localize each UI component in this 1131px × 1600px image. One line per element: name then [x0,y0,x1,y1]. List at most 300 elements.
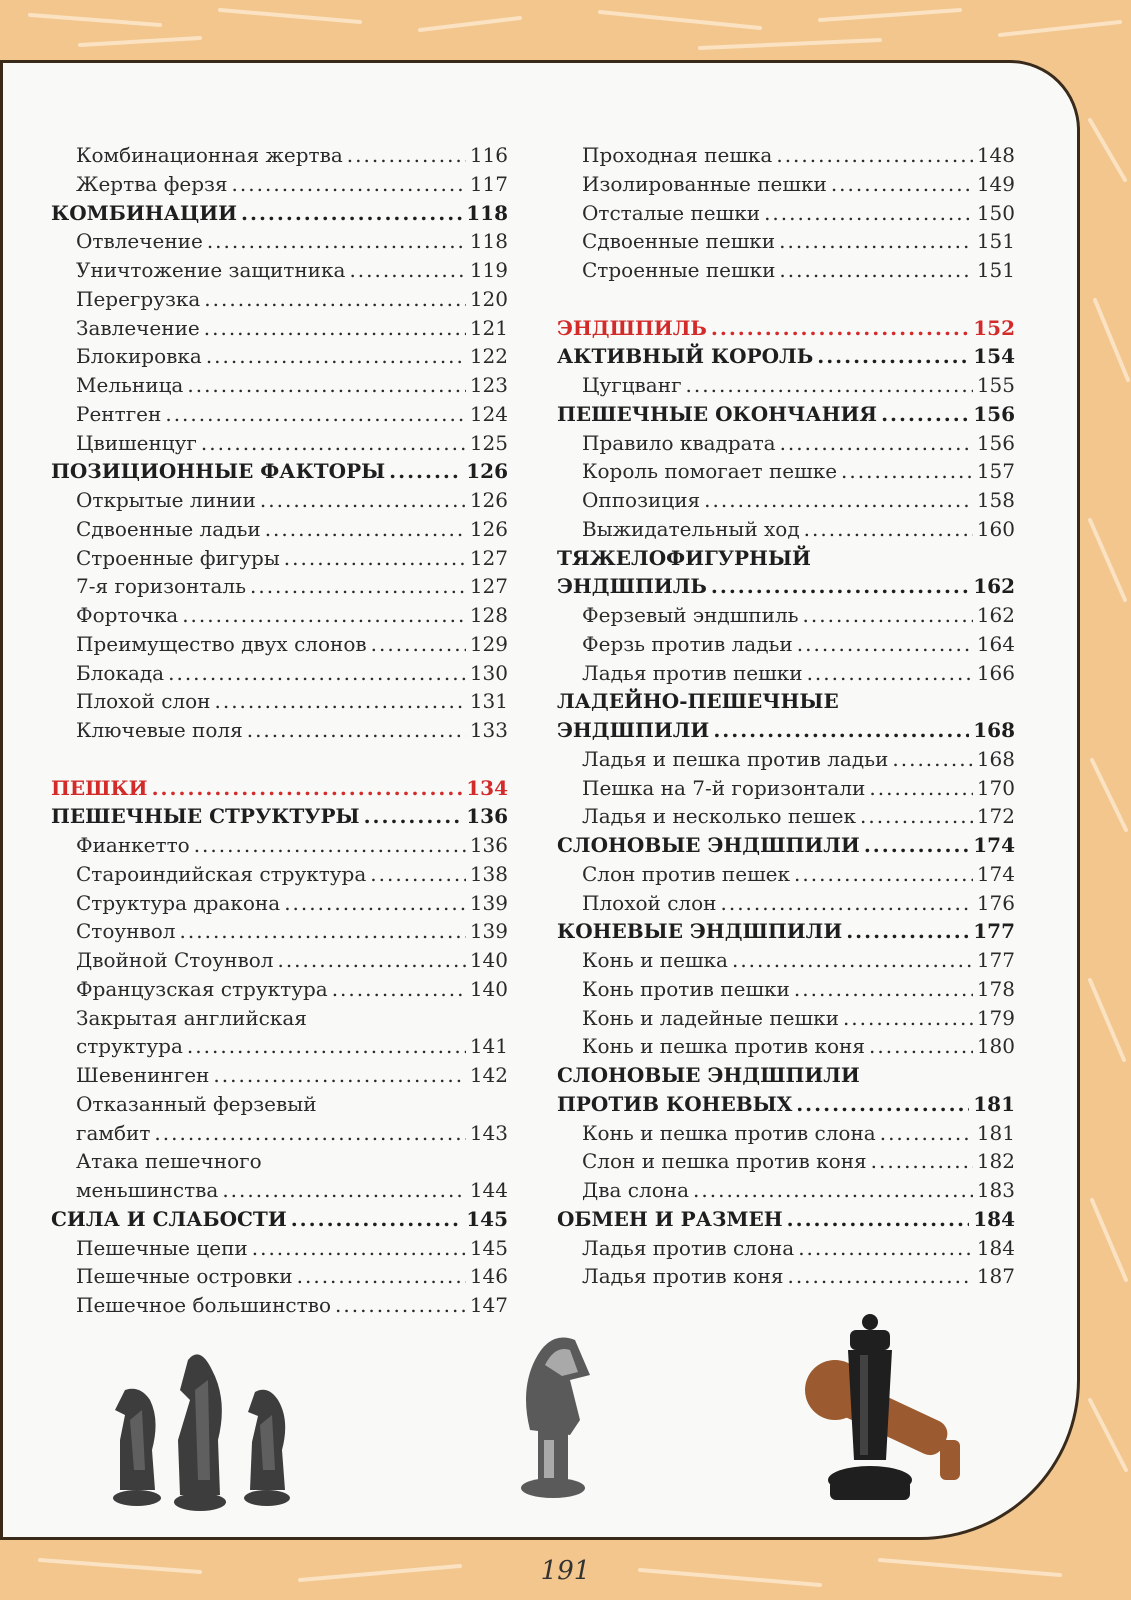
toc-entry [557,716,1015,745]
toc-entry-page: 151 [976,258,1015,282]
toc-entry-title: Ладья против пешки [582,660,803,685]
toc-entry-page: 123 [469,373,508,397]
toc-leader-dots [869,1032,973,1061]
toc-entry-title: Отсталые пешки [582,200,761,225]
toc-entry [557,170,1015,199]
toc-leader-dots [780,429,973,458]
toc-entry-page: 130 [469,660,508,685]
toc-entry-page: 162 [976,603,1015,627]
toc-entry-title: Комбинационная жертва [76,143,343,167]
silver-knight-illustration [500,1320,610,1510]
toc-entry-title: ПЕШЕЧНЫЕ СТРУКТУРЫ [51,804,360,829]
toc-entry-title: ЭНДШПИЛЬ [557,315,707,340]
toc-entry [51,774,508,803]
toc-leader-dots [232,170,466,199]
toc-entry-title: Ладья против слона [582,1235,795,1260]
toc-entry [51,1032,508,1061]
toc-leader-dots [843,1004,973,1033]
toc-entry [51,314,508,343]
toc-leader-dots [711,572,969,601]
toc-leader-dots [880,1119,973,1148]
toc-entry-page: 168 [973,718,1015,742]
toc-entry-title: Цугцванг [582,373,682,397]
toc-leader-dots [797,630,973,659]
toc-entry [557,917,1015,946]
toc-leader-dots [214,687,465,716]
toc-leader-dots [291,1205,463,1234]
toc-entry-page: 162 [973,574,1015,599]
toc-entry-title: АКТИВНЫЙ КОРОЛЬ [557,344,814,369]
toc-entry-title: Конь и пешка [582,948,728,972]
toc-leader-dots [807,659,973,688]
toc-entry-title: Отказанный ферзевый [76,1091,317,1116]
toc-entry-title: Преимущество двух слонов [76,631,367,656]
toc-entry-title: 7-я горизонталь [76,574,246,599]
toc-leader-dots [297,1262,466,1291]
toc-leader-dots [247,716,466,745]
toc-entry [557,630,1015,659]
toc-leader-dots [787,1262,972,1291]
toc-entry-title: Структура дракона [76,890,281,915]
toc-entry [51,1004,508,1033]
toc-entry [51,1205,508,1234]
toc-entry [51,1147,508,1176]
toc-spacer [557,285,1015,314]
toc-entry [557,659,1015,688]
toc-entry-page: 122 [469,344,508,369]
toc-leader-dots [241,199,462,228]
toc-entry-page: 174 [976,861,1015,886]
toc-entry-title: Стоунвол [76,919,176,944]
toc-entry-page: 150 [976,200,1015,225]
toc-leader-dots [804,515,973,544]
toc-entry [557,199,1015,228]
toc-entry [557,429,1015,458]
toc-entry [51,1176,508,1205]
toc-entry-title: СИЛА И СЛАБОСТИ [51,1206,287,1231]
toc-entry [557,1234,1015,1263]
toc-leader-dots [260,486,466,515]
toc-entry [51,1119,508,1148]
toc-entry-page: 160 [976,516,1015,541]
toc-entry [51,544,508,573]
toc-entry [557,1119,1015,1148]
toc-entry-page: 146 [469,1264,508,1289]
toc-left-column [51,141,508,1320]
toc-entry-page: 151 [976,229,1015,254]
toc-entry [557,486,1015,515]
toc-entry-title: Блокада [76,660,165,685]
toc-entry [51,831,508,860]
toc-entry-page: 166 [976,660,1015,685]
toc-entry-title: Перегрузка [76,286,201,311]
toc-entry-page: 148 [976,143,1015,167]
toc-leader-dots [389,457,462,486]
toc-entry-page: 145 [469,1235,508,1260]
toc-entry-page: 138 [469,861,508,886]
toc-entry-page: 139 [469,919,508,944]
toc-leader-dots [787,1205,970,1234]
toc-entry [557,1004,1015,1033]
toc-leader-dots [713,716,969,745]
toc-entry [557,601,1015,630]
toc-entry-page: 126 [469,516,508,541]
toc-entry-title: ЭНДШПИЛЬ [557,574,707,599]
toc-entry [557,342,1015,371]
toc-leader-dots [798,1234,973,1263]
toc-entry-title: Форточка [76,603,179,627]
toc-entry-page: 127 [469,545,508,570]
toc-entry-page: 184 [976,1235,1015,1260]
toc-entry [557,227,1015,256]
toc-entry-page: 147 [469,1293,508,1317]
toc-entry-page: 181 [973,1091,1015,1116]
page-number: 191 [540,1556,591,1586]
toc-entry-title: Конь против пешки [582,976,790,1001]
toc-entry-page: 145 [466,1206,508,1231]
toc-entry-title: Ферзь против ладьи [582,631,793,656]
toc-entry-page: 176 [976,890,1015,915]
toc-entry-page: 172 [976,804,1015,829]
toc-entry [51,975,508,1004]
toc-entry [557,831,1015,860]
toc-entry-title: СЛОНОВЫЕ ЭНДШПИЛИ [557,1063,860,1087]
toc-entry-title: ТЯЖЕЛОФИГУРНЫЙ [557,545,811,570]
toc-entry [557,1090,1015,1119]
toc-entry-title: ПЕШКИ [51,775,148,800]
toc-entry-title: ПОЗИЦИОННЫЕ ФАКТОРЫ [51,459,386,484]
toc-leader-dots [871,1147,973,1176]
toc-entry [51,227,508,256]
toc-entry-title: ОБМЕН И РАЗМЕН [557,1206,783,1231]
toc-leader-dots [204,314,466,343]
toc-entry [557,314,1015,343]
toc-entry [557,1032,1015,1061]
toc-entry-title: Плохой слон [76,689,211,714]
toc-entry [51,601,508,630]
toc-entry-page: 174 [973,833,1015,857]
toc-entry-title: Блокировка [76,344,202,369]
toc-entry-page: 184 [973,1206,1015,1231]
toc-entry-title: Шевенинген [76,1063,210,1087]
toc-leader-dots [347,141,466,170]
toc-entry [557,1205,1015,1234]
toc-leader-dots [265,515,466,544]
toc-leader-dots [860,802,973,831]
toc-entry-title: Атака пешечного [76,1149,262,1174]
toc-entry [51,659,508,688]
toc-entry-page: 118 [469,229,508,254]
toc-entry-title: ПЕШЕЧНЫЕ ОКОНЧАНИЯ [557,401,878,426]
toc-entry-page: 136 [466,804,508,829]
toc-entry-page: 124 [469,401,508,426]
toc-entry-page: 142 [469,1063,508,1087]
toc-entry-page: 127 [469,574,508,599]
toc-entry-page: 168 [976,746,1015,771]
toc-entry [557,457,1015,486]
toc-leader-dots [686,371,973,400]
toc-leader-dots [222,1176,465,1205]
toc-leader-dots [204,285,466,314]
toc-entry-title: Завлечение [76,315,200,340]
toc-entry-title: Пешечное большинство [76,1293,331,1317]
toc-entry [557,802,1015,831]
toc-entry-page: 179 [976,1005,1015,1030]
toc-entry [51,1090,508,1119]
toc-entry-page: 187 [976,1264,1015,1289]
toc-entry [51,1262,508,1291]
toc-entry [557,1061,1015,1090]
toc-entry [51,1291,508,1320]
toc-leader-dots [794,975,973,1004]
toc-leader-dots [704,486,973,515]
toc-entry-page: 183 [976,1178,1015,1202]
toc-entry-page: 126 [466,459,508,484]
toc-entry [51,1234,508,1263]
toc-entry-page: 156 [976,430,1015,455]
toc-leader-dots [187,371,465,400]
toc-entry [51,860,508,889]
toc-leader-dots [776,141,972,170]
toc-leader-dots [187,1032,466,1061]
toc-entry-page: 120 [469,286,508,311]
toc-entry-page: 177 [976,948,1015,972]
toc-entry-title: Ладья и несколько пешек [582,804,856,829]
toc-leader-dots [277,946,465,975]
toc-entry-page: 133 [469,718,508,742]
toc-entry [557,1176,1015,1205]
toc-entry-title: Отвлечение [76,229,203,254]
toc-leader-dots [693,1176,973,1205]
toc-leader-dots [846,917,969,946]
toc-entry-title: структура [76,1034,183,1059]
toc-entry [51,342,508,371]
toc-entry-page: 144 [469,1178,508,1202]
toc-leader-dots [165,400,465,429]
toc-entry-page: 149 [976,171,1015,196]
toc-leader-dots [732,946,973,975]
toc-entry-page: 131 [469,689,508,714]
toc-entry [557,745,1015,774]
toc-leader-dots [371,630,466,659]
toc-entry-title: Ладья и пешка против ладьи [582,746,889,771]
toc-leader-dots [168,659,466,688]
toc-leader-dots [803,601,973,630]
toc-entry-page: 140 [469,976,508,1001]
toc-entry-page: 152 [973,315,1015,340]
toc-leader-dots [154,1119,465,1148]
toc-entry [51,630,508,659]
king-and-fallen-piece-illustration [790,1310,990,1520]
toc-leader-dots [869,774,972,803]
toc-entry [51,486,508,515]
toc-entry-page: 170 [976,775,1015,800]
toc-entry [51,515,508,544]
toc-leader-dots [152,774,463,803]
toc-leader-dots [250,572,466,601]
toc-leader-dots [349,256,465,285]
toc-leader-dots [206,342,466,371]
toc-leader-dots [180,917,466,946]
toc-entry [557,946,1015,975]
toc-leader-dots [864,831,969,860]
toc-entry [557,515,1015,544]
toc-leader-dots [284,889,466,918]
toc-leader-dots [796,1090,969,1119]
toc-entry [557,860,1015,889]
toc-entry-title: Сдвоенные пешки [582,229,776,254]
toc-entry-title: Король помогает пешке [582,459,838,484]
toc-entry-page: 125 [469,430,508,455]
toc-entry-page: 117 [469,171,508,196]
toc-entry [51,285,508,314]
toc-entry-page: 157 [976,459,1015,484]
toc-entry-page: 118 [466,200,508,225]
toc-leader-dots [779,227,973,256]
toc-entry-page: 182 [976,1149,1015,1174]
toc-entry-title: Ключевые поля [76,718,243,742]
toc-entry [557,975,1015,1004]
toc-entry-title: Пешка на 7-й горизонтали [582,775,866,800]
toc-entry-page: 180 [976,1034,1015,1059]
toc-entry-title: Изолированные пешки [582,171,827,196]
toc-entry [51,371,508,400]
toc-entry [557,371,1015,400]
toc-leader-dots [720,889,972,918]
toc-entry-title: Закрытая английская [76,1005,307,1030]
toc-entry-title: Ферзевый эндшпиль [582,603,799,627]
toc-entry-page: 128 [469,603,508,627]
toc-entry-title: Конь и пешка против слона [582,1120,876,1145]
toc-entry-title: Слон против пешек [582,861,791,886]
toc-entry-title: Открытые линии [76,488,256,512]
toc-entry-page: 116 [469,143,508,167]
toc-leader-dots [764,199,973,228]
toc-leader-dots [284,544,466,573]
toc-entry-title: Два слона [582,1178,690,1202]
toc-entry-page: 155 [976,373,1015,397]
toc-leader-dots [182,601,466,630]
toc-entry [557,400,1015,429]
toc-entry-title: Строенные фигуры [76,545,280,570]
toc-entry-title: Пешечные цепи [76,1235,248,1260]
toc-leader-dots [213,1061,465,1090]
toc-entry [51,802,508,831]
toc-entry-title: гамбит [76,1120,151,1145]
toc-entry [557,1147,1015,1176]
toc-entry-title: Слон и пешка против коня [582,1149,867,1174]
toc-leader-dots [370,860,466,889]
toc-entry [51,716,508,745]
toc-entry [51,572,508,601]
toc-entry [557,889,1015,918]
toc-entry-page: 156 [973,401,1015,426]
toc-entry [51,889,508,918]
toc-leader-dots [364,802,463,831]
toc-entry-page: 140 [469,948,508,972]
toc-leader-dots [194,831,466,860]
toc-entry-title: Пешечные островки [76,1264,293,1289]
toc-entry [51,199,508,228]
toc-entry-title: Французская структура [76,976,328,1001]
toc-entry [557,141,1015,170]
toc-entry-title: Конь и пешка против коня [582,1034,865,1059]
toc-entry-title: Цвишенцуг [76,430,197,455]
toc-entry-title: ПРОТИВ КОНЕВЫХ [557,1091,793,1116]
toc-entry [51,141,508,170]
toc-leader-dots [252,1234,466,1263]
toc-leader-dots [711,314,969,343]
toc-leader-dots [207,227,466,256]
toc-entry-page: 129 [469,631,508,656]
toc-entry-title: меньшинства [76,1178,219,1202]
toc-leader-dots [892,745,972,774]
toc-entry [557,687,1015,716]
toc-right-column [557,141,1015,1291]
toc-entry [557,572,1015,601]
toc-entry [51,917,508,946]
toc-entry [557,1262,1015,1291]
toc-entry-title: Плохой слон [582,890,717,915]
toc-entry-page: 139 [469,890,508,915]
toc-entry-title: Рентген [76,401,162,426]
toc-entry-page: 136 [469,833,508,857]
toc-entry-title: Мельница [76,373,184,397]
toc-entry-title: КОМБИНАЦИИ [51,200,238,225]
toc-entry [557,774,1015,803]
toc-entry-title: Ладья против коня [582,1264,784,1289]
toc-entry-title: ЛАДЕЙНО-ПЕШЕЧНЫЕ [557,689,839,714]
toc-leader-dots [841,457,973,486]
toc-entry-title: КОНЕВЫЕ ЭНДШПИЛИ [557,919,843,944]
toc-leader-dots [335,1291,466,1320]
toc-leader-dots [332,975,466,1004]
toc-entry-page: 134 [466,775,508,800]
toc-leader-dots [831,170,973,199]
toc-leader-dots [779,256,972,285]
toc-entry [51,457,508,486]
toc-entry-page: 154 [973,344,1015,369]
toc-entry-title: Жертва ферзя [76,171,228,196]
toc-entry-page: 158 [976,488,1015,512]
toc-entry-title: ЭНДШПИЛИ [557,718,710,742]
toc-leader-dots [201,429,466,458]
toc-entry [51,256,508,285]
toc-entry-title: Строенные пешки [582,258,776,282]
toc-entry-page: 126 [469,488,508,512]
toc-entry [557,544,1015,573]
toc-leader-dots [794,860,973,889]
toc-entry [51,400,508,429]
toc-entry-page: 181 [976,1120,1015,1145]
toc-entry-title: Выжидательный ход [582,516,800,541]
toc-entry-title: СЛОНОВЫЕ ЭНДШПИЛИ [557,833,860,857]
toc-entry [51,946,508,975]
toc-spacer [51,745,508,774]
toc-entry-title: Сдвоенные ладьи [76,516,261,541]
toc-entry-title: Двойной Стоунвол [76,948,274,972]
toc-entry-title: Правило квадрата [582,430,776,455]
toc-entry-title: Проходная пешка [582,143,773,167]
toc-entry [51,429,508,458]
toc-entry-title: Староиндийская структура [76,861,367,886]
toc-entry-page: 177 [973,919,1015,944]
toc-entry-title: Конь и ладейные пешки [582,1005,839,1030]
toc-entry [51,170,508,199]
toc-entry-page: 164 [976,631,1015,656]
toc-entry-page: 143 [469,1120,508,1145]
toc-entry [51,687,508,716]
